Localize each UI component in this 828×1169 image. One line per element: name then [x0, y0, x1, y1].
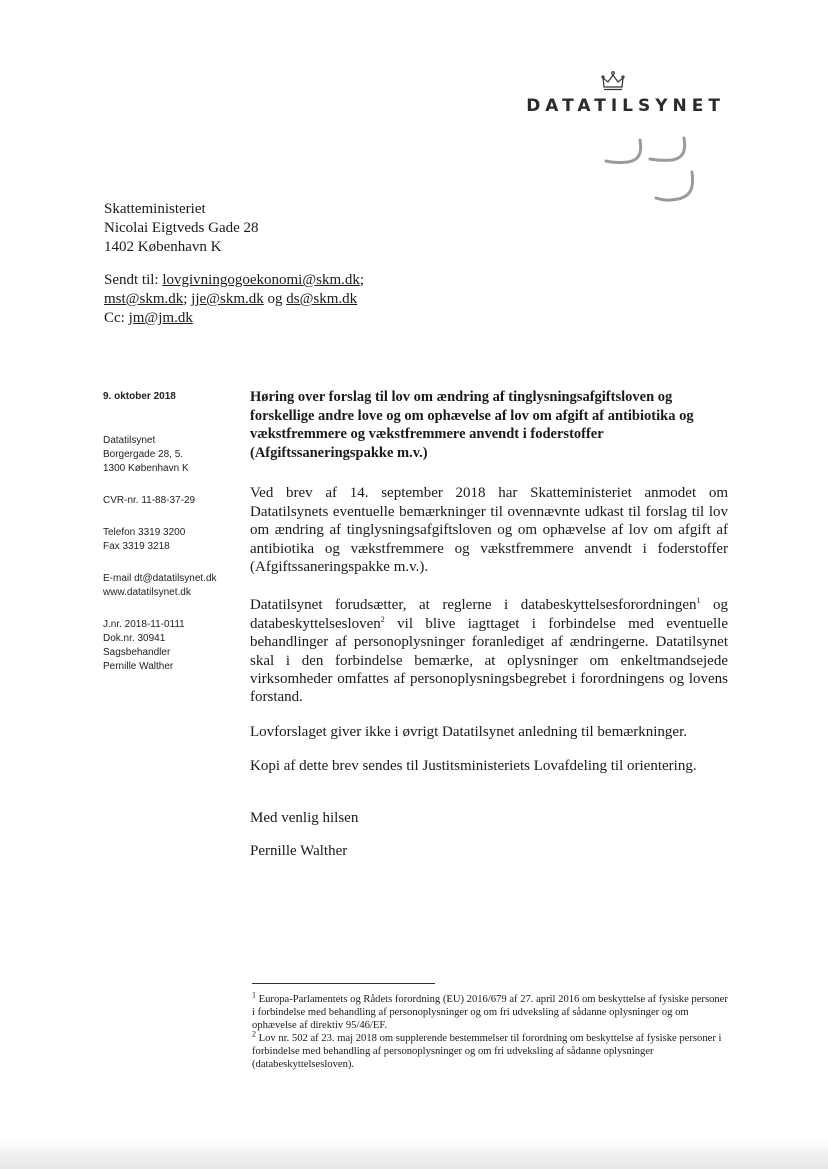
separator: ; — [183, 291, 192, 307]
sent-to-line-2 — [104, 290, 364, 309]
separator: ; — [359, 272, 365, 288]
conjunction: og — [263, 291, 287, 307]
paragraph-gdpr — [250, 596, 728, 706]
case-handler-name: Pernille Walther — [103, 661, 174, 672]
email-link-jje[interactable]: jje@skm.dk — [191, 291, 264, 307]
paragraph-text: Datatilsynet forudsætter, at reglerne i databeskyttelsesforordningen — [250, 597, 697, 614]
sender-website[interactable]: www.datatilsynet.dk — [103, 587, 191, 598]
footnote-2 — [252, 1029, 730, 1071]
sender-cvr: CVR-nr. 11-88-37-29 — [103, 495, 196, 506]
scan-edge — [0, 1140, 828, 1169]
sent-to-label: Sendt til: — [104, 272, 159, 288]
sender-email[interactable]: E-mail dt@datatilsynet.dk — [103, 573, 217, 584]
sender-org: Datatilsynet — [103, 435, 156, 446]
case-handler-label: Sagsbehandler — [103, 647, 171, 658]
paragraph-text: og databeskyttelsesloven — [250, 597, 729, 632]
footnote-1-text: Europa-Parlamentets og Rådets forordning (EU) 2016/679 af 27. april 2016 om beskyttelse af fysiske personer i forbindelse med behandling af personoplysninger og om fri udveksling af sådanne oplysninger og om ophævelse af direktiv 95/46/EF. — [252, 994, 728, 1031]
cc-label: Cc: — [104, 310, 125, 326]
journal-number: J.nr. 2018-11-0111 — [103, 619, 185, 630]
email-link-lovgivning[interactable]: lovgivningogoekonomi@skm.dk — [162, 272, 360, 288]
paragraph-text: vil blive iagttaget i forbindelse med eventuelle behandlinger af personoplysninger foranlediget af ændringerne. Datatilsynet skal i den forbindelse bemærke, at oplysninger om enkeltmandsejede virksomheder omfattes af personoplysningsbegrebet i forordningens og lovens forstand. — [250, 615, 728, 706]
paragraph-copy: Kopi af dette brev sendes til Justitsministeriets Lovafdeling til orientering. — [250, 758, 697, 775]
footnote-ref-2: 2 — [380, 614, 385, 624]
sender-phone: Telefon 3319 3200 — [103, 527, 186, 538]
recipient-address — [104, 200, 259, 257]
closing: Med venlig hilsen — [250, 809, 359, 826]
letter-subject: Høring over forslag til lov om ændring af tinglysningsafgiftsloven og forskellige andre love og om ophævelse af lov om afgift af antibiotika og vækstfremmere og vækstfremmere anvendt i foderstoffer (Afgiftssaneringspakke m.v.) — [250, 389, 694, 461]
recipient-name: Skatteministeriet — [104, 201, 206, 217]
footnote-1-marker: 1 — [252, 990, 256, 1000]
sent-to-block — [104, 271, 364, 328]
signature: Pernille Walther — [250, 843, 348, 860]
email-link-mst[interactable]: mst@skm.dk — [104, 291, 184, 307]
sent-to-line-1 — [104, 271, 364, 290]
sender-sidebar — [103, 390, 243, 692]
crown-icon — [600, 70, 626, 92]
logo-wordmark: DATATILSYNET — [526, 96, 725, 116]
case-reference — [103, 618, 243, 674]
sender-street: Borgergade 28, 5. — [103, 449, 184, 460]
footnote-2-text: Lov nr. 502 af 23. maj 2018 om supplerende bestemmelser til forordning om beskyttelse af fysiske personer i forbindelse med behandling af personoplysninger og om fri udveksling af sådanne oplysninger (databeskyttelsesloven). — [252, 1033, 722, 1070]
footnote-2-marker: 2 — [252, 1029, 256, 1039]
footnote-ref-1: 1 — [696, 596, 701, 606]
footnote-divider — [252, 983, 435, 984]
email-link-ds[interactable]: ds@skm.dk — [286, 291, 358, 307]
handwritten-mark-icon — [600, 132, 710, 212]
letter-date: 9. oktober 2018 — [103, 391, 176, 402]
sender-address — [103, 434, 243, 476]
sender-city: 1300 København K — [103, 463, 189, 474]
footnote-1 — [252, 990, 730, 1032]
recipient-city: 1402 København K — [104, 239, 222, 255]
email-link-cc[interactable]: jm@jm.dk — [128, 310, 193, 326]
document-number: Dok.nr. 30941 — [103, 633, 166, 644]
paragraph-intro: Ved brev af 14. september 2018 har Skatteministeriet anmodet om Datatilsynets eventuelle bemærkninger til ovennævnte udkast til forslag til lov om ændring af tinglysningsafgiftsloven og om ophævelse af lov om afgift af antibiotika og vækstfremmere og vækstfremmere anvendt i foderstoffer (Afgiftssaneringspakke m.v.). — [250, 485, 728, 575]
sender-fax: Fax 3319 3218 — [103, 541, 170, 552]
recipient-street: Nicolai Eigtveds Gade 28 — [104, 220, 259, 236]
sender-phone-fax — [103, 526, 243, 554]
footnotes — [252, 990, 730, 1071]
paragraph-no-remarks: Lovforslaget giver ikke i øvrigt Datatilsynet anledning til bemærkninger. — [250, 723, 687, 740]
sender-contact — [103, 572, 243, 600]
datatilsynet-logo — [500, 70, 725, 116]
cc-line — [104, 309, 364, 328]
letter-body — [250, 388, 728, 878]
